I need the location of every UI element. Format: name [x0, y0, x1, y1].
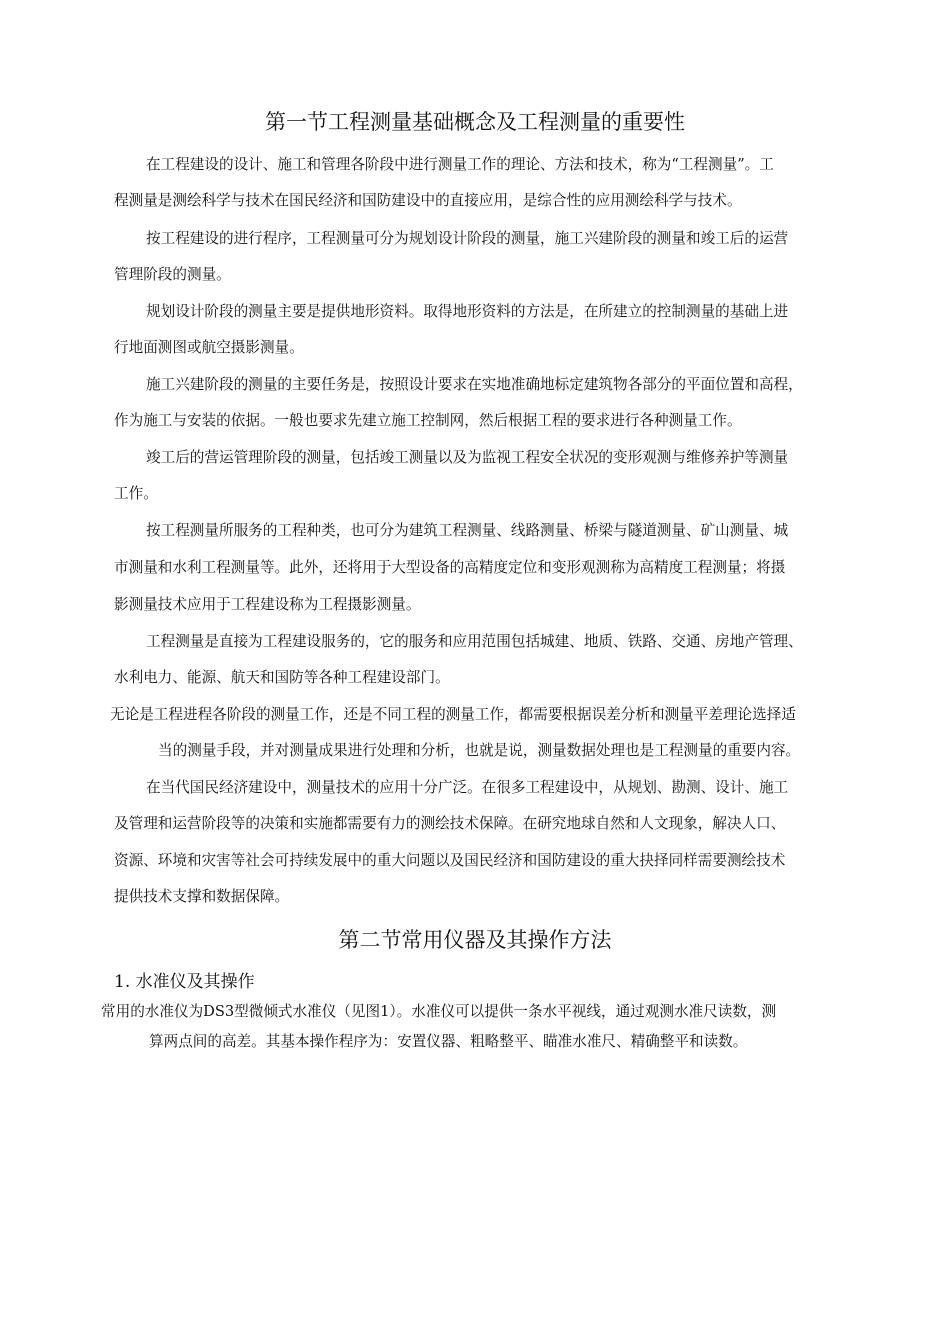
paragraph-line: 在当代国民经济建设中，测量技术的应用十分广泛。在很多工程建设中，从规划、勘测、设计、施工 — [146, 779, 789, 796]
paragraph-line: 影测量技术应用于工程建设称为工程摄影测量。 — [114, 596, 421, 613]
paragraph-line: 施工兴建阶段的测量的主要任务是，按照设计要求在实地准确地标定建筑物各部分的平面位置和高程， — [146, 376, 803, 393]
paragraph-line: 资源、环境和灾害等社会可持续发展中的重大问题以及国民经济和国防建设的重大抉择同样需要测绘技术 — [114, 852, 786, 869]
paragraph-line: 按工程测量所服务的工程种类，也可分为建筑工程测量、线路测量、桥梁与隧道测量、矿山测量、城 — [146, 522, 789, 539]
paragraph-line: 程测量是测绘科学与技术在国民经济和国防建设中的直接应用，是综合性的应用测绘科学与技术。 — [114, 192, 742, 209]
paragraph-line: 规划设计阶段的测量主要是提供地形资料。取得地形资料的方法是，在所建立的控制测量的基础上进 — [146, 303, 789, 320]
section-2-title: 第二节常用仪器及其操作方法 — [338, 928, 612, 952]
paragraph-line: 行地面测图或航空摄影测量。 — [114, 339, 304, 356]
paragraph-line: 管理阶段的测量。 — [114, 266, 231, 283]
paragraph-line: 市测量和水利工程测量等。此外，还将用于大型设备的高精度定位和变形观测称为高精度工程测量；将摄 — [114, 559, 786, 576]
subheading: 1. 水准仪及其操作 — [114, 972, 255, 992]
paragraph-line: 按工程建设的进行程序，工程测量可分为规划设计阶段的测量，施工兴建阶段的测量和竣工后的运营 — [146, 230, 789, 247]
paragraph-line: 工程测量是直接为工程建设服务的，它的服务和应用范围包括城建、地质、铁路、交通、房地产管理、 — [146, 633, 803, 650]
paragraph-line: 在工程建设的设计、施工和管理各阶段中进行测量工作的理论、方法和技术，称为“工程测量”。工 — [146, 156, 774, 173]
paragraph-line: 常用的水准仪为DS3型微倾式水准仪（见图1）。水准仪可以提供一条水平视线，通过观测水准尺读数，测 — [101, 1003, 777, 1020]
paragraph-line: 竣工后的营运管理阶段的测量，包括竣工测量以及为监视工程安全状况的变形观测与维修养护等测量 — [146, 449, 789, 466]
paragraph-line: 水利电力、能源、航天和国防等各种工程建设部门。 — [114, 669, 450, 686]
paragraph-line: 作为施工与安装的依据。一般也要求先建立施工控制网，然后根据工程的要求进行各种测量工作。 — [114, 412, 742, 429]
paragraph-line: 算两点间的高差。其基本操作程序为：安置仪器、粗略整平、瞄准水准尺、精确整平和读数。 — [149, 1033, 748, 1050]
paragraph-line: 提供技术支撑和数据保障。 — [114, 888, 290, 905]
paragraph-line: 当的测量手段，并对测量成果进行处理和分析，也就是说，测量数据处理也是工程测量的重要内容。 — [158, 742, 801, 759]
paragraph-line: 工作。 — [114, 485, 158, 502]
section-1-title: 第一节工程测量基础概念及工程测量的重要性 — [265, 110, 685, 134]
paragraph-line: 及管理和运营阶段等的决策和实施都需要有力的测绘技术保障。在研究地球自然和人文现象，解决人口、 — [114, 815, 786, 832]
paragraph-line: 无论是工程进程各阶段的测量工作，还是不同工程的测量工作，都需要根据误差分析和测量平差理论选择适 — [110, 706, 796, 723]
